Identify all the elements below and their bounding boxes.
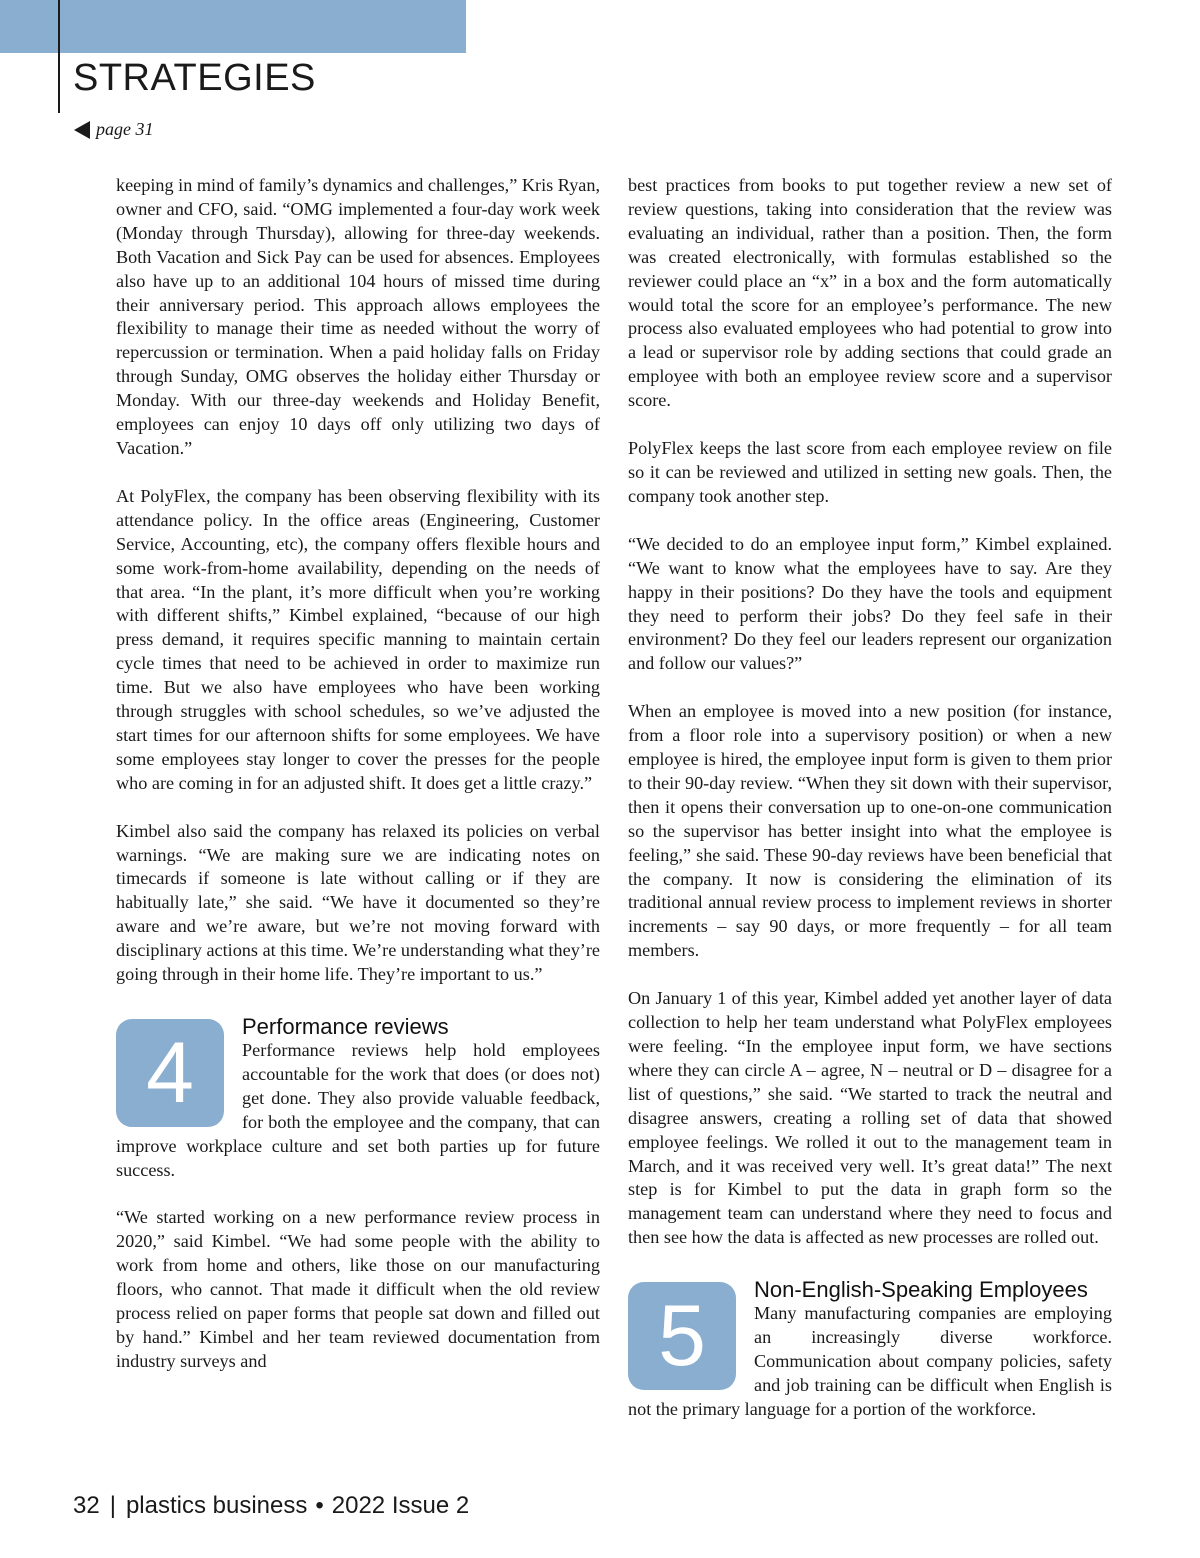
continued-from-link[interactable]	[74, 119, 154, 140]
callout-non-english-speaking	[628, 1278, 1112, 1446]
left-column	[116, 174, 600, 1398]
body-paragraph: best practices from books to put together review a new set of review questions, taking into consideration that the review was evaluating an individual, rather than a position. Then, the form was created electronically, with formulas established so the reviewer could place an “x” in a box and the form automatically would total the score for an employee’s performance. The new process also evaluated employees who had potential to grow into a lead or supervisor role by adding sections that could grade an employee with both an employee review score and a supervisor score.	[628, 175, 1112, 411]
body-paragraph: keeping in mind of family’s dynamics and challenges,” Kris Ryan, owner and CFO, said. “OMG implemented a four-day work week (Monday through Thursday), allowing for three-day weekends. Both Vacation and Sick Pay can be used for absences. Employees also have up to an additional 104 hours of missed time during their anniversary period. This approach allows employees the flexibility to manage their time as needed without the worry of repercussion or termination. When a paid holiday falls on Friday through Sunday, OMG observes the holiday either Thursday or Monday. With our three-day weekends and Holiday Benefit, employees can enjoy 10 days off only utilizing two days of Vacation.”	[116, 175, 600, 458]
footer-bullet: •	[315, 1492, 324, 1519]
header-divider-line	[58, 0, 60, 113]
callout-number-badge: 5	[628, 1282, 736, 1390]
continued-from-label: page 31	[96, 119, 154, 139]
page-footer	[73, 1492, 469, 1520]
body-paragraph: At PolyFlex, the company has been observing flexibility with its attendance policy. In the office areas (Engineering, Customer Service, Accounting, etc), the company offers flexible hours and some work-from-home availability, depending on the needs of that area. “In the plant, it’s more difficult when you’re working with different shifts,” Kimbel explained, “because of our high press demand, it requires specific manning to maintain certain cycle times that need to be achieved in order to maximize run time. But we also have employees who have been working through struggles with school schedules, so we’ve adjusted the start times for our afternoon shifts for some employees. We have some employees stay longer to cover the presses for the people who are coming in for an adjusted shift. It does get a little crazy.”	[116, 485, 600, 793]
issue-label: 2022 Issue 2	[331, 1492, 470, 1519]
callout-title: Non-English-Speaking Employees	[754, 1278, 1088, 1303]
body-paragraph: “We started working on a new performance review process in 2020,” said Kimbel. “We had some people with the ability to work from home and others, like those on our manufacturing floors, who cannot. That made it difficult when the old review process relied on paper forms that people sat down and filled out by hand.” Kimbel and her team reviewed documentation from industry surveys and	[116, 1207, 600, 1371]
left-arrow-icon	[74, 121, 90, 139]
callout-performance-reviews	[116, 1015, 600, 1206]
page-number: 32	[73, 1492, 100, 1519]
callout-text: Many manufacturing companies are employing an increasingly diverse workforce. Communication about company policies, safety and job training can be difficult when English is not the primary language for a portion of the workforce.	[628, 1303, 1112, 1419]
section-title: STRATEGIES	[73, 57, 316, 99]
body-paragraph: “We decided to do an employee input form,” Kimbel explained. “We want to know what the employees have to say. Are they happy in their positions? Do they have the tools and equipment they need to perform their jobs? Do they feel safe in their environment? Do they feel our leaders represent our organization and follow our values?”	[628, 533, 1112, 674]
callout-title: Performance reviews	[242, 1015, 449, 1039]
right-column	[628, 174, 1112, 1446]
publication-name: plastics business	[125, 1492, 308, 1519]
callout-text: Performance reviews help hold employees accountable for the work that does (or does not) get done. They also provide valuable feedback, for both the employee and the company, that can improve workplace culture and set both parties up for future success.	[116, 1040, 600, 1180]
body-paragraph: Kimbel also said the company has relaxed its policies on verbal warnings. “We are making sure we are indicating notes on timecards if someone is late without calling or if they are habitually late,” she said. “We have it documented so they’re aware and we’re aware, but we’re not moving forward with disciplinary actions at this time. We’re understanding what they’re going through in their home life. They’re important to us.”	[116, 820, 600, 985]
footer-separator: |	[109, 1492, 116, 1519]
body-paragraph: PolyFlex keeps the last score from each employee review on file so it can be reviewed and utilized in setting new goals. Then, the company took another step.	[628, 438, 1112, 506]
header-accent-bar	[0, 0, 466, 53]
body-paragraph: On January 1 of this year, Kimbel added yet another layer of data collection to help her team understand what PolyFlex employees were feeling. “In the employee input form, we have sections where they can circle A – agree, N – neutral or D – disagree for a list of questions,” she said. “We started to track the neutral and disagree answers, creating a rolling set of data that showed employee feelings. We rolled it out to the management team in March, and it was received very well. It’s great data!” The next step is for Kimbel to put the data in graph form so the management team can understand where they need to focus and then see how the data is affected as new processes are rolled out.	[628, 988, 1112, 1248]
callout-number-badge: 4	[116, 1019, 224, 1127]
body-paragraph: When an employee is moved into a new position (for instance, from a floor role into a supervisory position) or when a new employee is hired, the employee input form is given to them prior to their 90-day review. “When they sit down with their supervisor, then it opens their conversation up to one-on-one communication so the supervisor has better insight into what the employee is feeling,” she said. These 90-day reviews have been beneficial that the company. It now is considering the elimination of its traditional annual review process to implement reviews in shorter increments – say 90 days, or more frequently – for all team members.	[628, 701, 1112, 961]
